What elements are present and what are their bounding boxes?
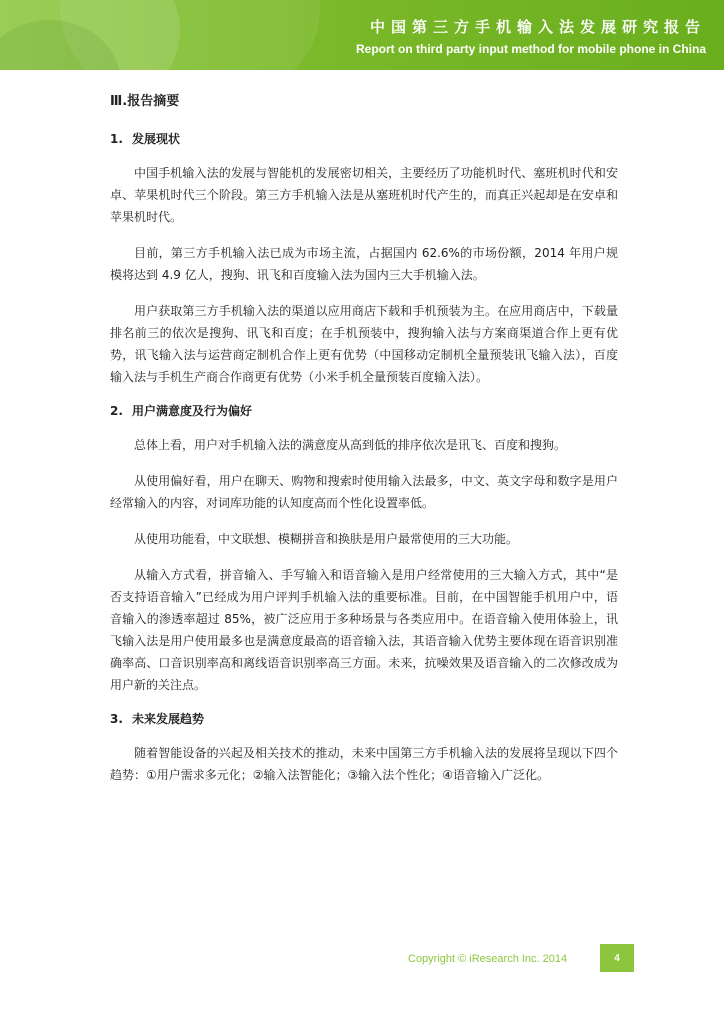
subsection-number: 1.	[110, 132, 123, 146]
subsection-heading	[110, 402, 618, 420]
subsection-number: 2.	[110, 404, 123, 418]
paragraph: 总体上看，用户对手机输入法的满意度从高到低的排序依次是讯飞、百度和搜狗。	[134, 438, 567, 452]
subsection-title: 用户满意度及行为偏好	[132, 404, 253, 418]
copyright-text: Copyright © iResearch Inc. 2014	[408, 953, 568, 965]
paragraph: 中国手机输入法的发展与智能机的发展密切相关，主要经历了功能机时代、塞班机时代和安卓、苹果机时代三个阶段。第三方手机输入法是从塞班机时代产生的，而真正兴起却是在安卓和苹果机时代。	[110, 166, 618, 224]
paragraph: 从使用偏好看，用户在聊天、购物和搜索时使用输入法最多，中文、英文字母和数字是用户经常输入的内容，对词库功能的认知度高而个性化设置率低。	[110, 474, 618, 510]
paragraph: 用户获取第三方手机输入法的渠道以应用商店下载和手机预装为主。在应用商店中，下载量排名前三的依次是搜狗、讯飞和百度；在手机预装中，搜狗输入法与方案商渠道合作上更有优势，讯飞输入法与运营商定制机合作上更有优势（中国移动定制机全量预装讯飞输入法），百度输入法与手机生产商合作商更有优势（小米手机全量预装百度输入法）。	[110, 304, 618, 384]
section-title: Ⅲ.报告摘要	[110, 94, 180, 109]
paragraph: 目前，第三方手机输入法已成为市场主流，占据国内 62.6%的市场份额，2014 年用户规模将达到 4.9 亿人，搜狗、讯飞和百度输入法为国内三大手机输入法。	[110, 246, 618, 282]
subsection-user-satisfaction	[110, 402, 618, 696]
report-title: 中国第三方手机输入法发展研究报告	[369, 18, 706, 36]
report-summary	[110, 92, 618, 800]
subsection-number: 3.	[110, 712, 123, 726]
subsection-future-trends	[110, 710, 618, 786]
subsection-development-status	[110, 130, 618, 388]
report-subtitle: Report on third party input method for mobile phone in China	[356, 42, 706, 56]
paragraph: 随着智能设备的兴起及相关技术的推动，未来中国第三方手机输入法的发展将呈现以下四个趋势：①用户需求多元化；②输入法智能化；③输入法个性化；④语音输入广泛化。	[110, 746, 618, 782]
subsection-heading	[110, 130, 618, 148]
page-header	[0, 0, 724, 70]
subsection-heading	[110, 710, 618, 728]
subsection-title: 发展现状	[132, 132, 181, 146]
paragraph: 从使用功能看，中文联想、模糊拼音和换肤是用户最常使用的三大功能。	[134, 532, 519, 546]
subsection-title: 未来发展趋势	[132, 712, 205, 726]
page-number-badge: 4	[600, 944, 634, 972]
paragraph: 从输入方式看，拼音输入、手写输入和语音输入是用户经常使用的三大输入方式，其中“是否支持语音输入”已经成为用户评判手机输入法的重要标准。目前，在中国智能手机用户中，语音输入的渗透率超过 85%，被广泛应用于多种场景与各类应用中。在语音输入使用体验上，讯飞输入法是用户使用最多也是满意度最高的语音输入法，其语音输入优势主要体现在语音识别准确率高、口音识别率高和离线语音识别率高三方面。未来，抗噪效果及语音输入的二次修改成为用户新的关注点。	[110, 568, 618, 692]
